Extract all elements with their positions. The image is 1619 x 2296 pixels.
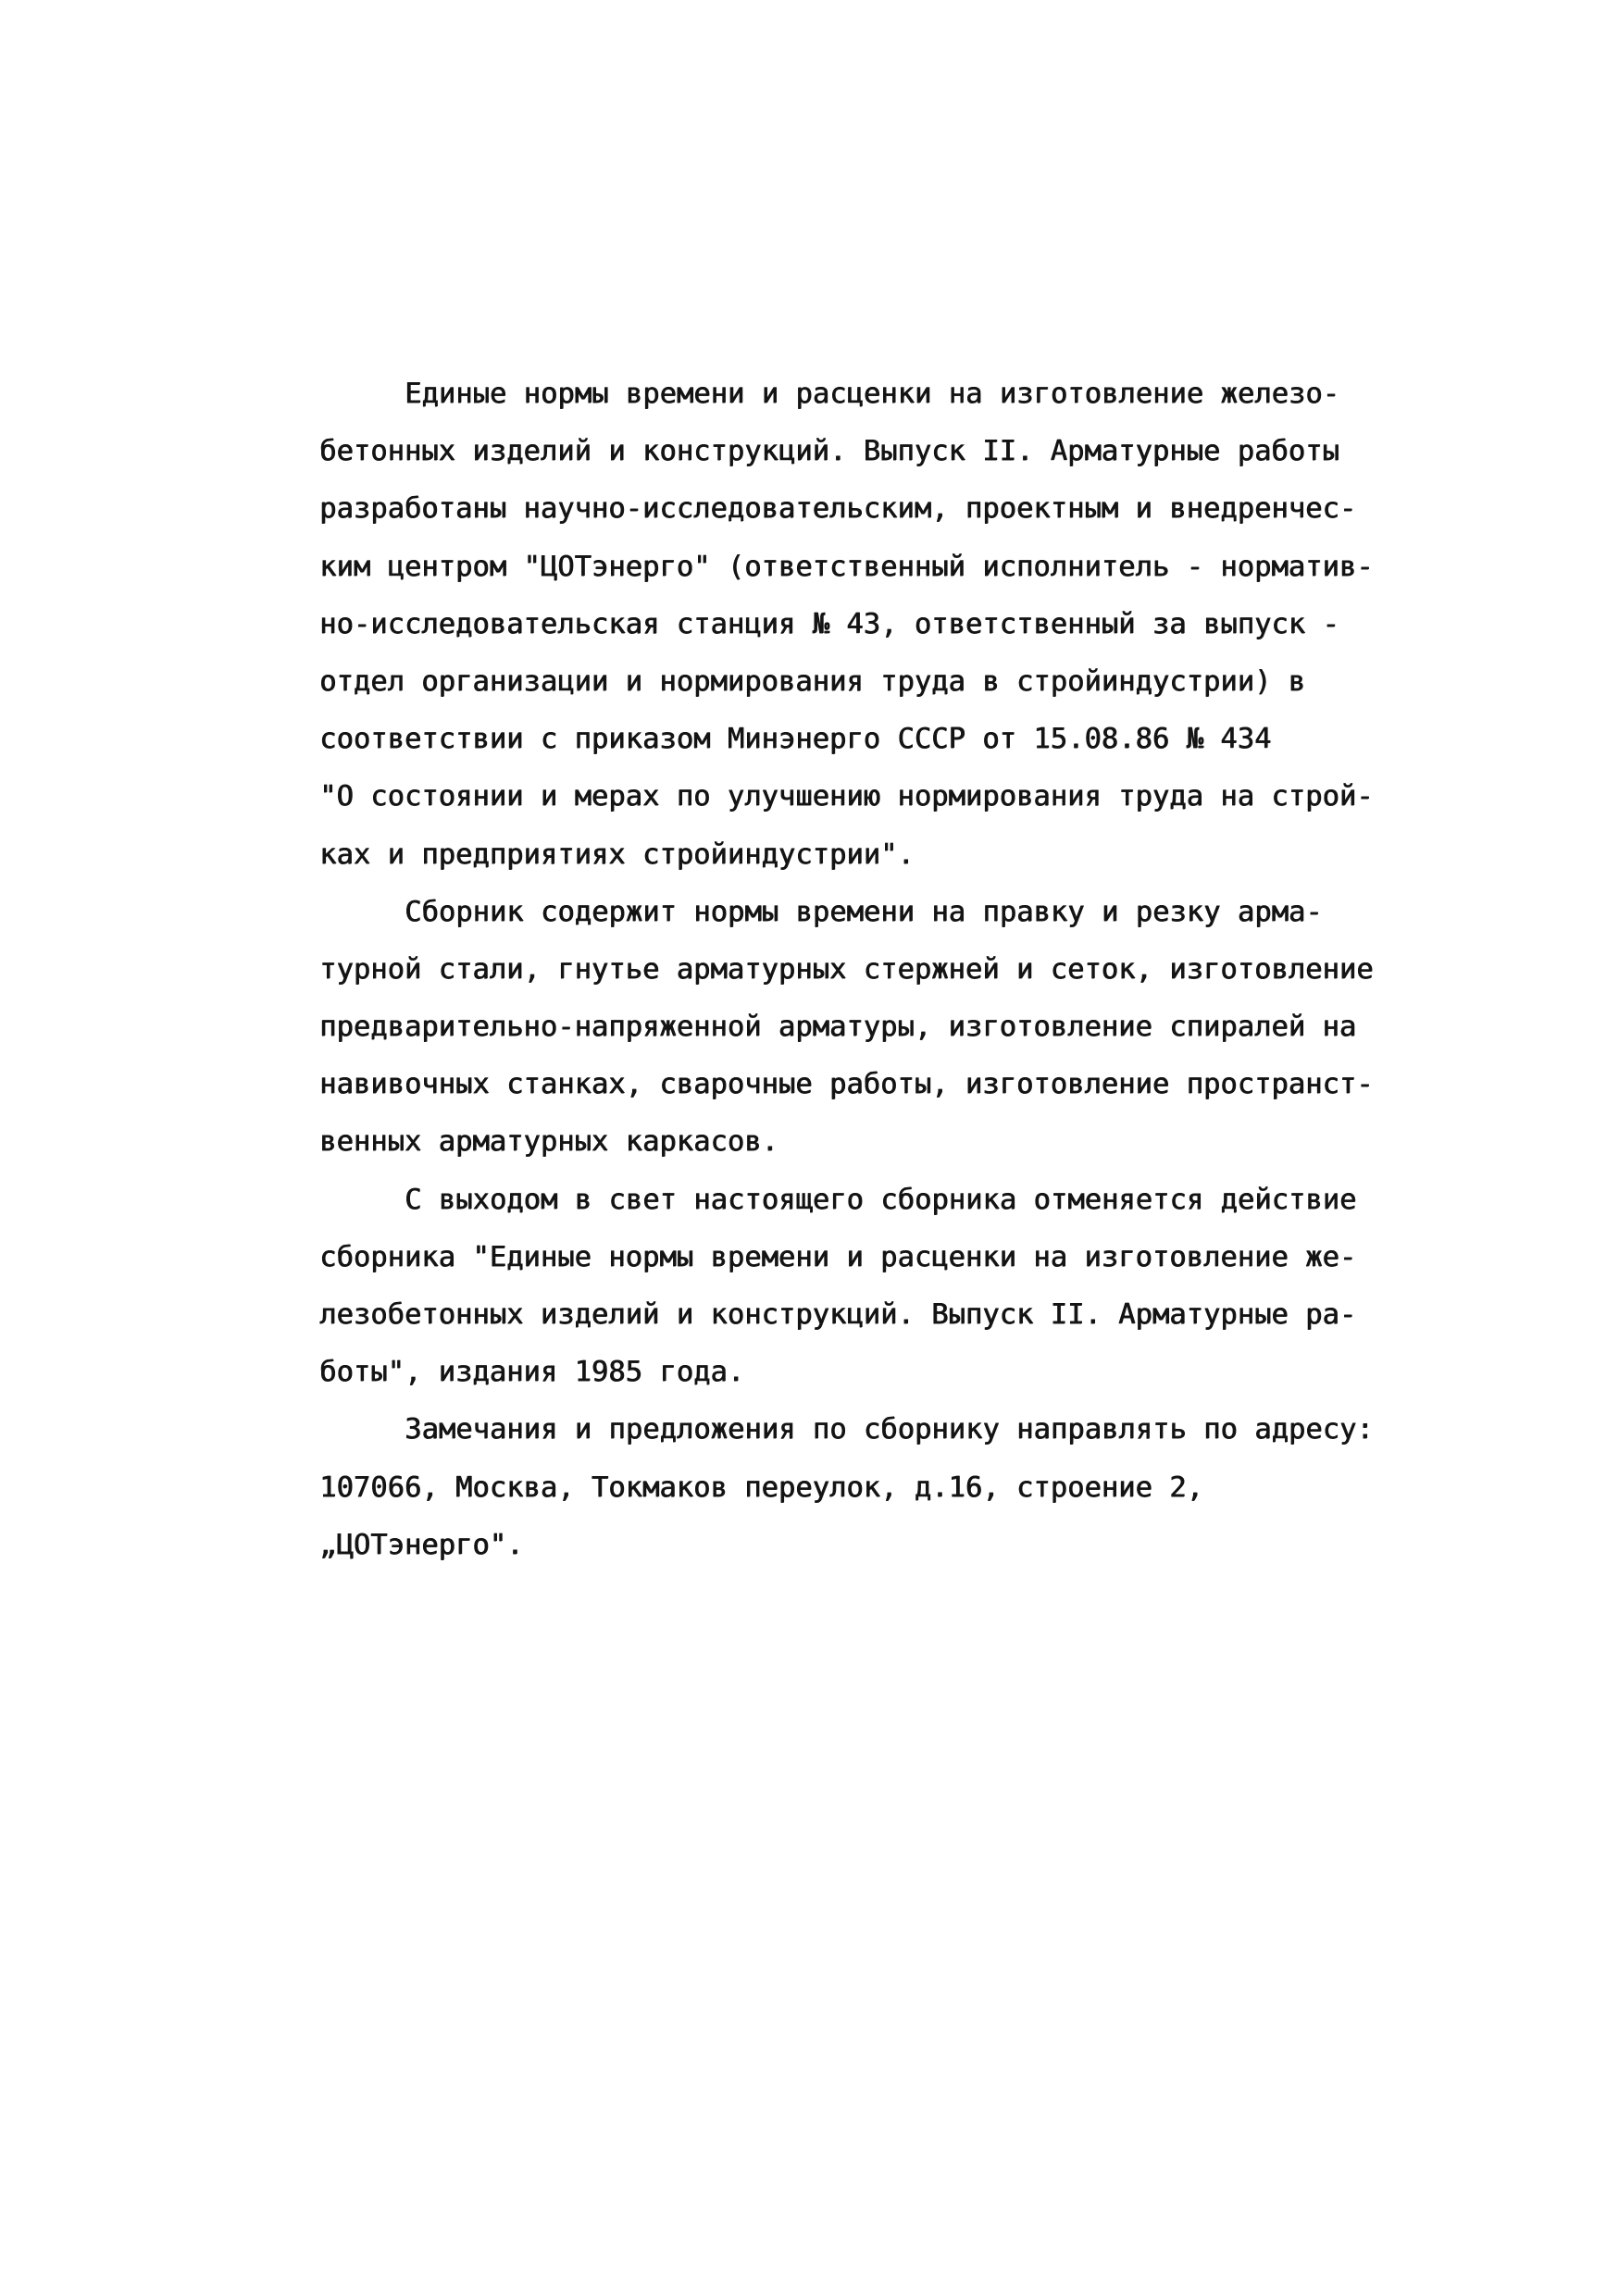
text-line: разработаны научно-исследовательским, проектным и внедренчес- [319, 492, 1357, 526]
paragraph-address [319, 1401, 1449, 1574]
text-line: Единые нормы времени и расценки на изготовление железо- [405, 378, 1339, 410]
text-line: лезобетонных изделий и конструкций. Выпуск II. Арматурные ра- [319, 1298, 1357, 1331]
text-line: навивочных станках, сварочные работы, изготовление пространст- [319, 1068, 1374, 1101]
text-line: "О состоянии и мерах по улучшению нормирования труда на строй- [319, 780, 1374, 813]
text-line: отдел организации и нормирования труда в стройиндустрии) в [319, 664, 1306, 698]
text-line: С выходом в свет настоящего сборника отменяется действие [405, 1183, 1357, 1216]
text-line: Замечания и предложения по сборнику направлять по адресу: [405, 1413, 1374, 1446]
text-line: „ЦОТэнерго". [319, 1528, 524, 1561]
document-body [319, 366, 1449, 1574]
text-line: Сборник содержит нормы времени на правку и резку арма- [405, 895, 1323, 928]
text-line: турной стали, гнутье арматурных стержней и сеток, изготовление [319, 952, 1374, 986]
text-line: сборника "Единые нормы времени и расценки на изготовление же- [319, 1240, 1357, 1273]
text-line: ках и предприятиях стройиндустрии". [319, 838, 915, 871]
paragraph-developers [319, 366, 1449, 884]
text-line: предварительно-напряженной арматуры, изготовление спиралей на [319, 1011, 1357, 1044]
text-line: ким центром "ЦОТэнерго" (ответственный исполнитель - норматив- [319, 550, 1374, 583]
text-line: но-исследовательская станция № 43, ответственный за выпуск - [319, 607, 1339, 640]
text-line: боты", издания 1985 года. [319, 1356, 745, 1389]
paragraph-supersedes [319, 1172, 1449, 1402]
text-line: 107066, Москва, Токмаков переулок, д.16, строение 2, [319, 1471, 1203, 1504]
text-line: венных арматурных каркасов. [319, 1125, 778, 1159]
text-line: соответствии с приказом Минэнерго СССР от 15.08.86 № 434 [319, 723, 1272, 756]
text-line: бетонных изделий и конструкций. Выпуск II. Арматурные работы [319, 435, 1339, 468]
paragraph-contents [319, 884, 1449, 1172]
